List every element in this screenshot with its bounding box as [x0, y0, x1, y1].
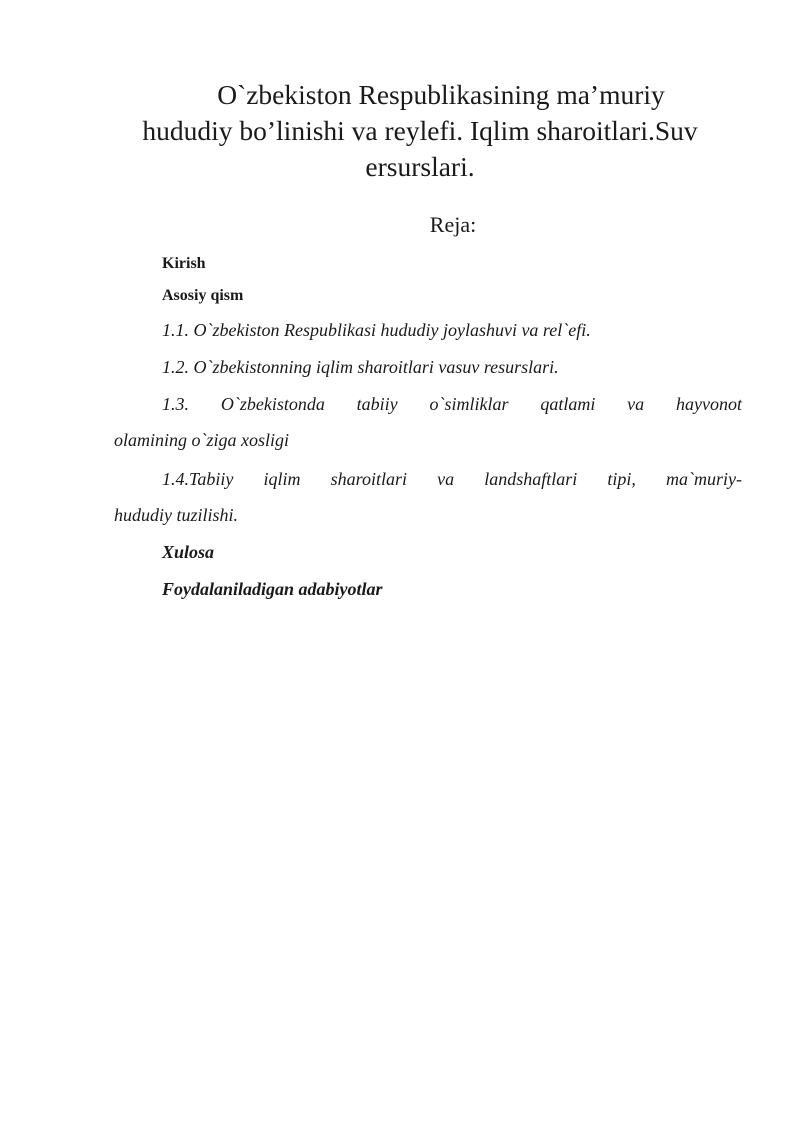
title-line-2: hududiy bo’linishi va reylefi. Iqlim sharoitlari.Suv	[142, 115, 698, 146]
toc-item-section-1-3-line-1: 1.3. O`zbekistonda tabiiy o`simliklar qatlami va hayvonot	[162, 394, 742, 414]
title-line-3: ersurslari.	[365, 151, 475, 182]
toc-item-main: Asosiy qism	[162, 287, 244, 304]
toc-item-section-1-3-line-2: olamining o`ziga xosligi	[114, 430, 289, 450]
toc-item-intro: Kirish	[162, 255, 206, 272]
document-title	[100, 77, 740, 185]
toc-item-section-1-4	[114, 461, 742, 533]
title-line-1: O`zbekiston Respublikasining ma’muriy	[217, 79, 665, 110]
toc-item-section-1-2: 1.2. O`zbekistonning iqlim sharoitlari vasuv resurslari.	[162, 357, 559, 377]
toc-item-section-1-3	[114, 386, 742, 458]
plan-heading: Reja:	[429, 212, 477, 237]
toc-item-references: Foydalaniladigan adabiyotlar	[162, 579, 383, 599]
toc-item-section-1-4-line-1: 1.4.Tabiiy iqlim sharoitlari va landshaftlari tipi, ma`muriy-	[162, 469, 742, 489]
toc-item-conclusion: Xulosa	[162, 542, 215, 562]
toc-item-section-1-4-line-2: hududiy tuzilishi.	[114, 505, 239, 525]
toc-item-section-1-1: 1.1. O`zbekiston Respublikasi hududiy joylashuvi va rel`efi.	[162, 320, 591, 340]
